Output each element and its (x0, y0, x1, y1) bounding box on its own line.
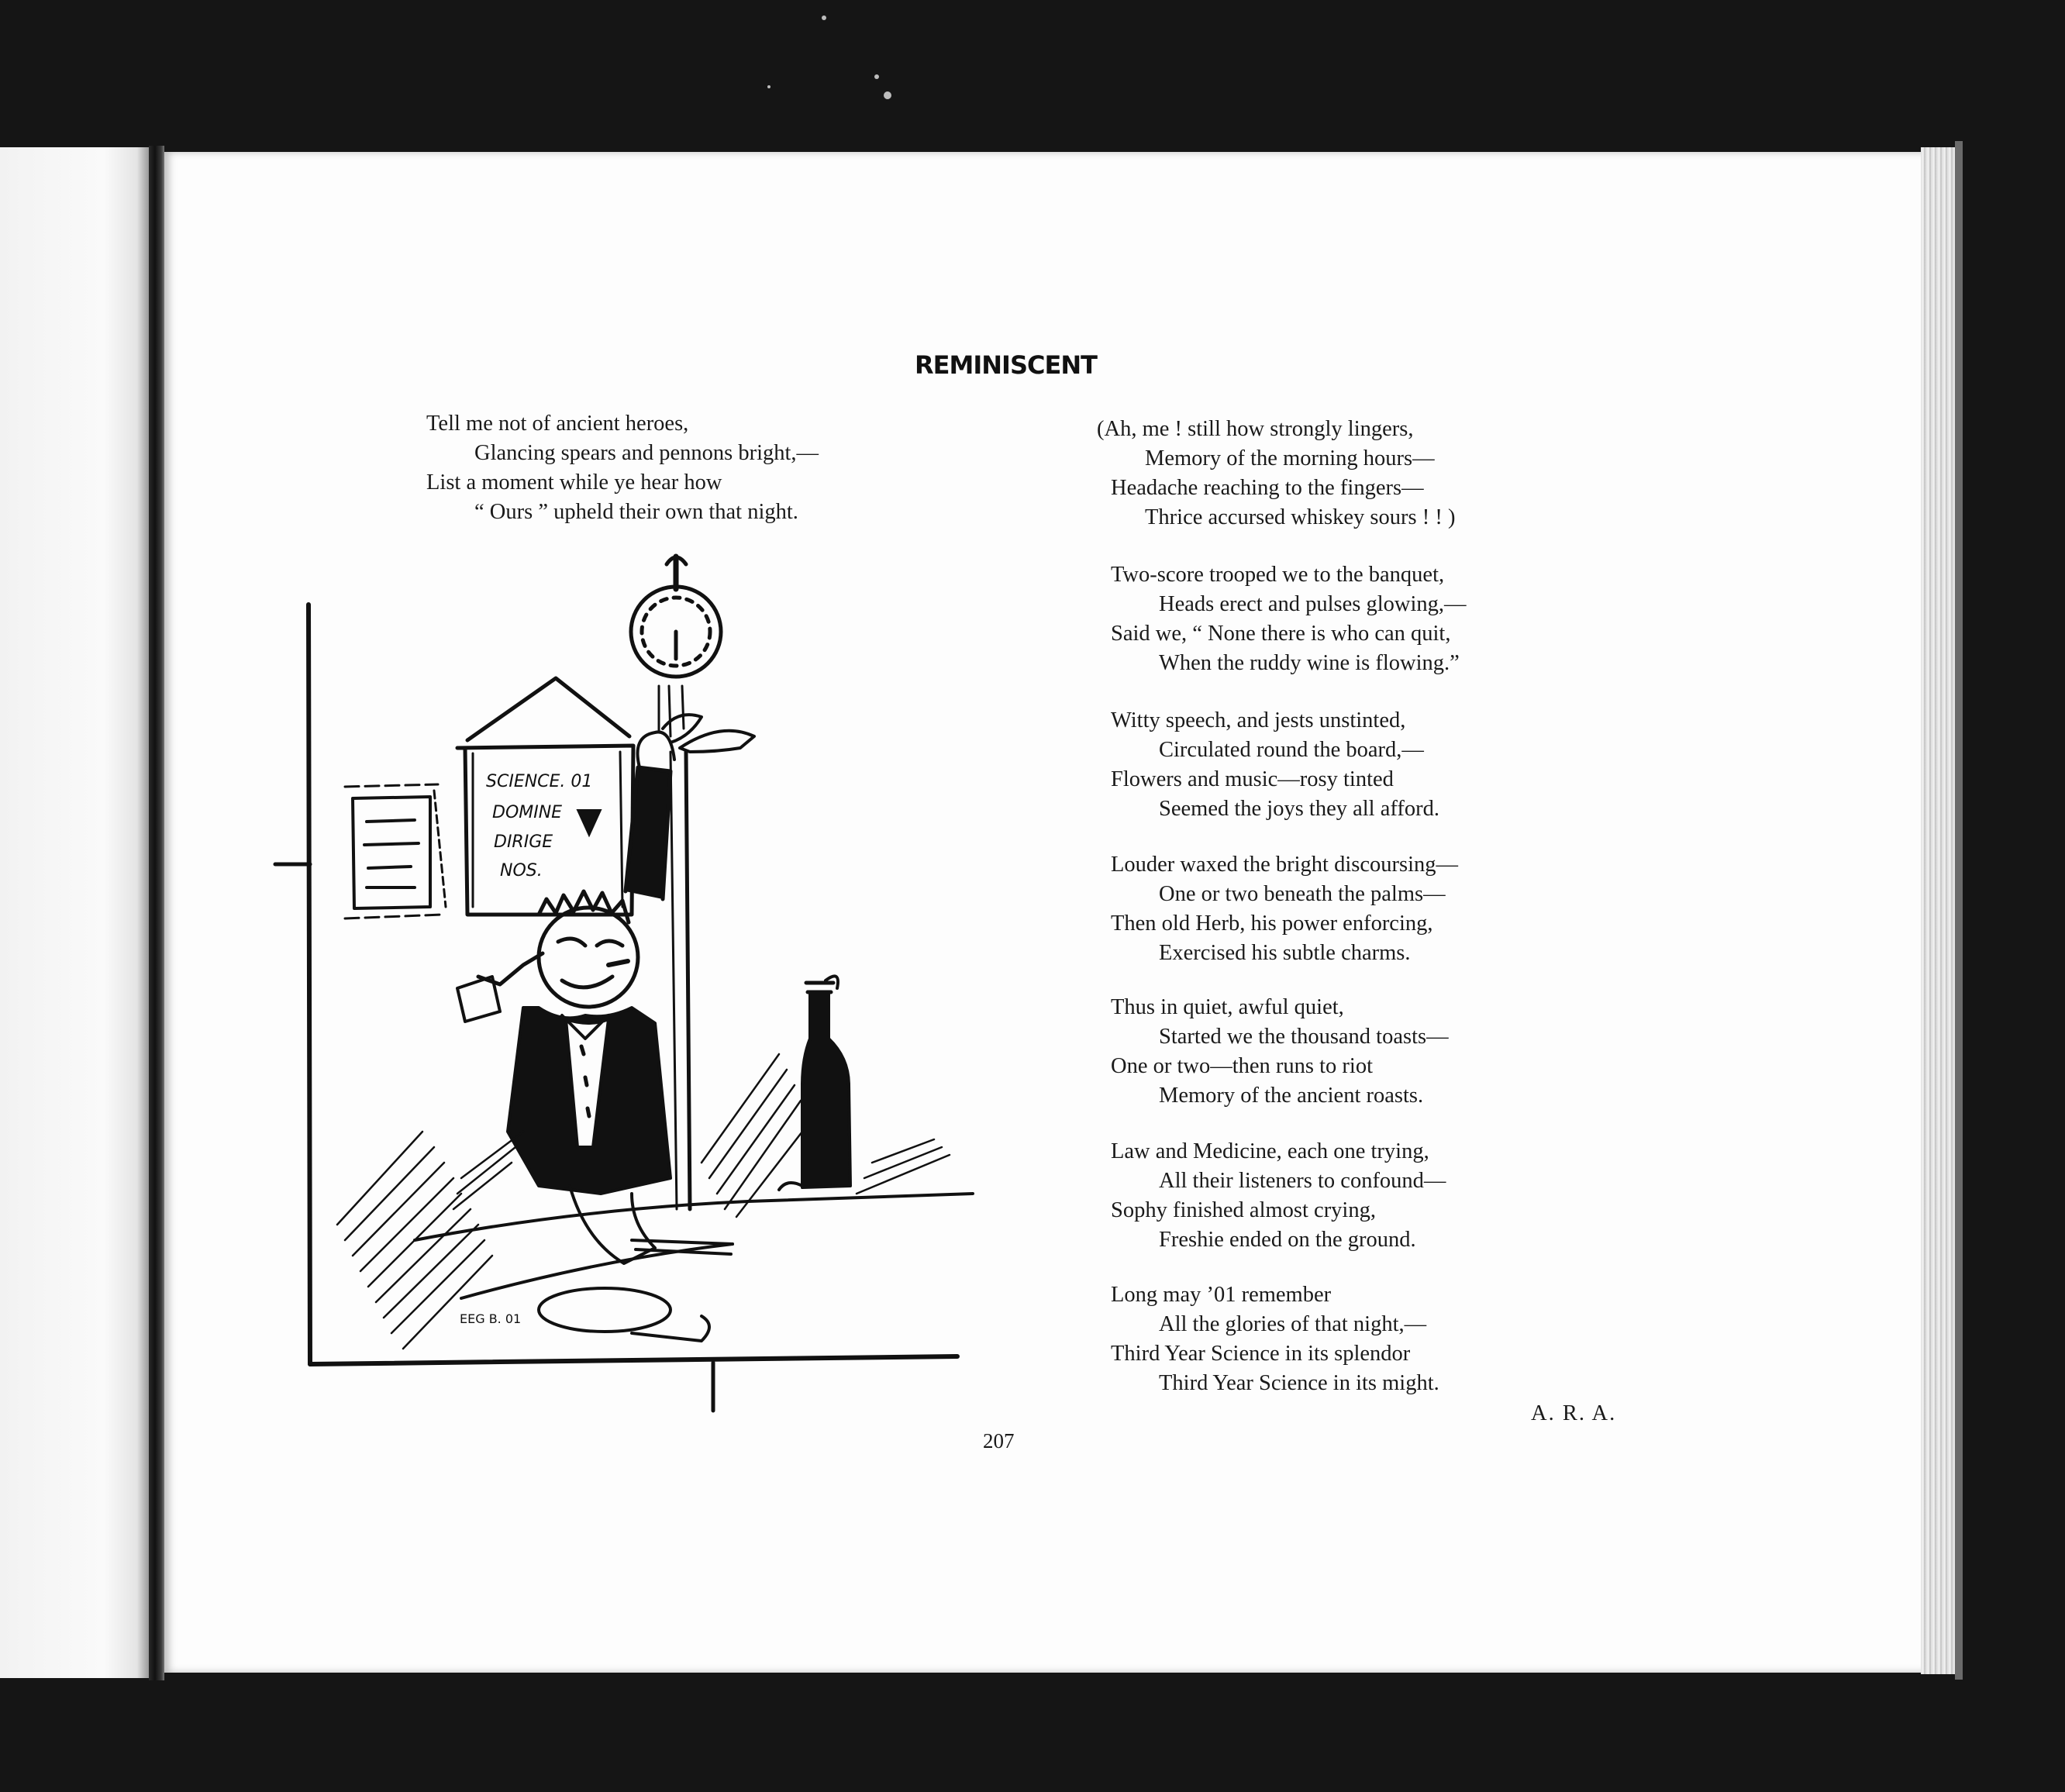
poem-line: Exercised his subtle charms. (1159, 941, 1411, 965)
page-stack-edges (1921, 147, 1956, 1674)
poem-line: Two-score trooped we to the banquet, (1111, 563, 1445, 587)
poem-line: Glancing spears and pennons bright,— (474, 441, 819, 465)
poem-line: Third Year Science in its might. (1159, 1371, 1439, 1395)
sign-text: SCIENCE. 01 (486, 772, 593, 791)
man-figure (457, 715, 702, 1263)
poem-line: One or two beneath the palms— (1159, 882, 1446, 906)
wall-picture (345, 784, 446, 918)
poem-line: One or two—then runs to riot (1111, 1054, 1373, 1078)
dust-speck (884, 91, 891, 99)
poem-line: Third Year Science in its splendor (1111, 1342, 1411, 1366)
sign-text: DIRIGE (494, 832, 553, 852)
stanza-right-1 (1097, 415, 1455, 532)
poem-line: Circulated round the board,— (1159, 738, 1424, 762)
poem-line: Louder waxed the bright discoursing— (1111, 853, 1458, 877)
page-number: 207 (983, 1429, 1015, 1453)
frame-bottom-line (310, 1356, 957, 1364)
stanza-right-6 (1111, 1137, 1446, 1255)
poem-line: All the glories of that night,— (1159, 1312, 1427, 1336)
stanza-right-5 (1111, 993, 1449, 1111)
frame-left-line (309, 605, 310, 1364)
stanza-left-1 (426, 409, 819, 527)
poem-line: List a moment while ye hear how (426, 470, 722, 495)
left-page-edge (0, 147, 149, 1678)
stanza-right-7 (1111, 1280, 1439, 1398)
poem-line: All their listeners to confound— (1159, 1169, 1446, 1193)
poem-title: REMINISCENT (915, 350, 1097, 380)
pennant-banner (457, 678, 633, 915)
clock-icon (631, 557, 721, 736)
poem-line: Long may ’01 remember (1111, 1283, 1332, 1307)
crest-icon (577, 810, 601, 836)
dust-speck (767, 85, 770, 88)
poem-line: Witty speech, and jests unstinted, (1111, 708, 1406, 732)
artist-signature: EEG B. 01 (460, 1311, 522, 1326)
dust-speck (874, 74, 879, 79)
poem-line: Heads erect and pulses glowing,— (1159, 592, 1467, 616)
poem-line: Said we, “ None there is who can quit, (1111, 622, 1451, 646)
poem-line: Thus in quiet, awful quiet, (1111, 995, 1344, 1019)
poem-line: Memory of the ancient roasts. (1159, 1084, 1424, 1108)
cover-edge (1955, 141, 1963, 1680)
poem-line: Then old Herb, his power enforcing, (1111, 912, 1433, 936)
poem-line: Seemed the joys they all afford. (1159, 797, 1439, 821)
poem-line: Started we the thousand toasts— (1159, 1025, 1449, 1049)
poem-line: Headache reaching to the fingers— (1111, 476, 1424, 500)
author-initials: A. R. A. (1531, 1401, 1617, 1425)
poem-line: Flowers and music—rosy tinted (1111, 767, 1394, 791)
poem-line: Law and Medicine, each one trying, (1111, 1139, 1429, 1163)
dust-speck (822, 16, 826, 20)
poem-line: Thrice accursed whiskey sours ! ! ) (1145, 505, 1456, 529)
stanza-right-4 (1111, 850, 1458, 968)
poem-line: Sophy finished almost crying, (1111, 1198, 1376, 1222)
poem-line: Freshie ended on the ground. (1159, 1228, 1416, 1252)
sign-text: NOS. (500, 861, 543, 880)
cartoon-illustration (267, 543, 992, 1418)
book-gutter (149, 146, 164, 1680)
poem-line: Memory of the morning hours— (1145, 446, 1435, 470)
stanza-right-3 (1111, 706, 1439, 824)
poem-line: When the ruddy wine is flowing.” (1159, 651, 1460, 675)
poem-line: “ Ours ” upheld their own that night. (474, 500, 798, 524)
stanza-right-2 (1111, 560, 1467, 678)
lamp-post (671, 731, 754, 1209)
poem-line: Tell me not of ancient heroes, (426, 412, 689, 436)
sign-text: DOMINE (492, 803, 563, 822)
poem-line: (Ah, me ! still how strongly lingers, (1097, 417, 1414, 441)
bottle-icon (802, 976, 850, 1187)
